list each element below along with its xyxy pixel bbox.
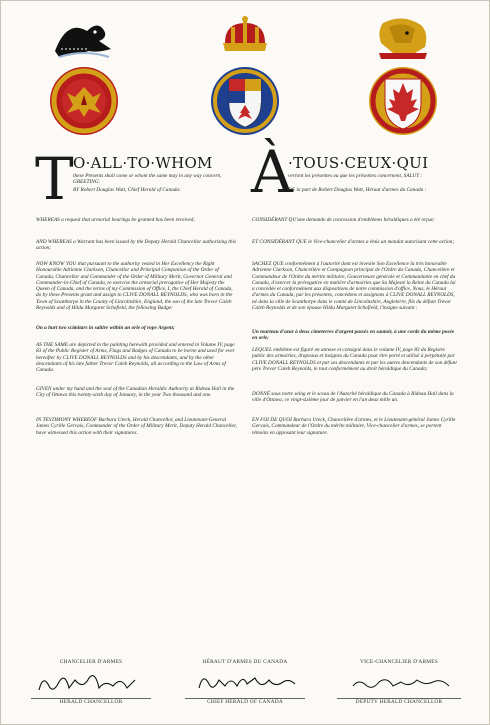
royal-crown-shield-emblem bbox=[207, 13, 283, 138]
signature-title-fr: CHANCELIER D'ARMES bbox=[59, 659, 123, 665]
english-blazon: On a hurt two scimitars in saltire within an orle of rope Argent; bbox=[36, 325, 175, 331]
french-considerant-demande: CONSIDÉRANT QU'une demande de concession d'emblèmes héraldiques a été reçue; bbox=[252, 217, 435, 223]
english-register-clause: AS THE SAME are depicted in the painting herewith provided and entered in Volume IV, page 83 of the Public Register of Arms, Flags and Badges of Canada to be borne and used for ever hereafter by CLIVE DONALL REYNOLDS and by his descendants, and by the other descendants of his late father Trevor Caleb Reynolds, all according to the Law of Arms of Canada. bbox=[36, 342, 235, 374]
lion-maple-leaf-emblem bbox=[363, 13, 443, 138]
french-blazon: Un tourteau d'azur à deux cimeterres d'argent passés en sautoir, à une corde du même posée en orle; bbox=[252, 329, 455, 342]
english-initial-letter: T bbox=[35, 145, 74, 213]
english-heading: O·ALL·TO·WHOM bbox=[73, 154, 213, 172]
emblems-row bbox=[1, 13, 489, 141]
french-concession-clause: SACHEZ QUE conformément à l'autorité dont est investie Son Excellence la très honorable Adrienne Clarkson, Chancelière et Compagnon principal de l'Ordre du Canada, Chancelière et Commandeur de l'Ordre du mérite militaire, Gouverneure générale et Commandante en chef du Canada, d'exercer la prérogative en matière d'armoiries que Sa Majesté la Reine du Canada lui a concédée et conformément aux dispositions de notre commission d'office, Nous, le Héraut d'armes du Canada, par les présentes, concédons et assignons à CLIVE DONALL REYNOLDS, né dans la ville de Scunthorpe dans le comté de Lincolnshire, Angleterre, fils du défunt Trevor Caleb Reynolds et de son épouse Hilda Margaret Schofield, l'insigne suivant : bbox=[252, 261, 456, 312]
signature-chief-herald bbox=[185, 659, 305, 706]
french-considerant-mandat: ET CONSIDÉRANT QUE le Vice-chancelier d'armes a émis un mandat autorisant cette action; bbox=[252, 239, 455, 245]
signature-title-en: DEPUTY HERALD CHANCELLOR bbox=[355, 699, 443, 705]
signature-deputy-herald-chancellor bbox=[337, 659, 461, 706]
english-whereas-request: WHEREAS a request that armorial bearings be granted has been received; bbox=[36, 217, 196, 223]
french-initial-letter: À bbox=[251, 138, 293, 206]
signature-title-en: CHIEF HERALD OF CANADA bbox=[207, 699, 283, 705]
french-en-foi-clause: EN FOI DE QUOI Barbara Uteck, Chancelière d'armes, et le Lieutenant-général James Cyrille Gervais, Commandeur de l'Ordre du mérite militaire, Vice-chancelier d'armes, se portent témoins en apposant leur signature. bbox=[252, 417, 456, 436]
loon-badge-emblem bbox=[45, 13, 123, 138]
english-given-clause: GIVEN under my hand and the seal of the Canadian Heraldic Authority at Rideau Hall in the City of Ottawa this twenty-sixth day of January, in the year Two thousand and one. bbox=[36, 386, 235, 399]
english-testimony-clause: IN TESTIMONY WHEREOF Barbara Uteck, Herald Chancellor, and Lieutenant-General James Cyrille Gervais, Commander of the Order of Military Merit, Deputy Herald Chancellor, have witnessed this action with their signatures. bbox=[36, 417, 237, 436]
french-registre-clause: LEQUEL emblème est figuré en annexe et consigné dans le volume IV, page 83 du Registre public des armoiries, drapeaux et insignes du Canada pour être porté et utilisé à perpétuité par CLIVE DONALL REYNOLDS et par ses descendants et par les autres descendants de son défunt père Trevor Caleb Reynolds, le tout conformément au droit héraldique du Canada; bbox=[252, 347, 457, 372]
signature-herald-chancellor bbox=[31, 659, 151, 706]
signature-title-en: HERALD CHANCELLOR bbox=[59, 699, 123, 705]
signature-title-fr: HÉRAUT D'ARMES DU CANADA bbox=[202, 659, 288, 665]
handwritten-signature-uteck bbox=[31, 668, 151, 698]
english-whereas-warrant: AND WHEREAS a Warrant has been issued by the Deputy Herald Chancellor authorizing this action; bbox=[36, 239, 237, 252]
french-donne-clause: DONNÉ sous notre seing et le sceau de l'Autorité héraldique du Canada à Rideau Hall dans la ville d'Ottawa, ce vingt-sixième jour de janvier en l'an deux mille un. bbox=[252, 391, 454, 404]
english-grant-clause: NOW KNOW YOU that pursuant to the authority vested in Her Excellency the Right Honourable Adrienne Clarkson, Chancellor and Principal Companion of the Order of Canada, Chancellor and Commander of the Order of Military Merit, Governor General and Commander-in-Chief of Canada, to exercise the armorial prerogative of Her Majesty the Queen of Canada, and the terms of my Commission of Office, I, the Chief Herald of Canada, do by these Presents grant and assign to CLIVE DONALL REYNOLDS, who was born in the Town of Scunthorpe in the County of Lincolnshire, England, the son of the late Trevor Caleb Reynolds and of Hilda Margaret Schofield, the following Badge: bbox=[36, 261, 233, 312]
english-by-line: BY Robert Douglas Watt, Chief Herald of Canada: bbox=[73, 187, 181, 193]
handwritten-signature-watt bbox=[185, 668, 305, 698]
french-greeting: verront les présentes ou que les présentes concernent, SALUT : bbox=[288, 173, 423, 179]
signature-title-fr: VICE-CHANCELIER D'ARMES bbox=[360, 659, 438, 665]
french-by-line: DE la part de Robert Douglas Watt, Héraut d'armes du Canada : bbox=[288, 187, 427, 193]
french-heading: ·TOUS·CEUX·QUI bbox=[288, 154, 429, 172]
english-greeting: these Presents shall come or whom the same may in any way concern, GREETING: bbox=[73, 173, 222, 186]
handwritten-signature-gervais bbox=[337, 668, 461, 698]
